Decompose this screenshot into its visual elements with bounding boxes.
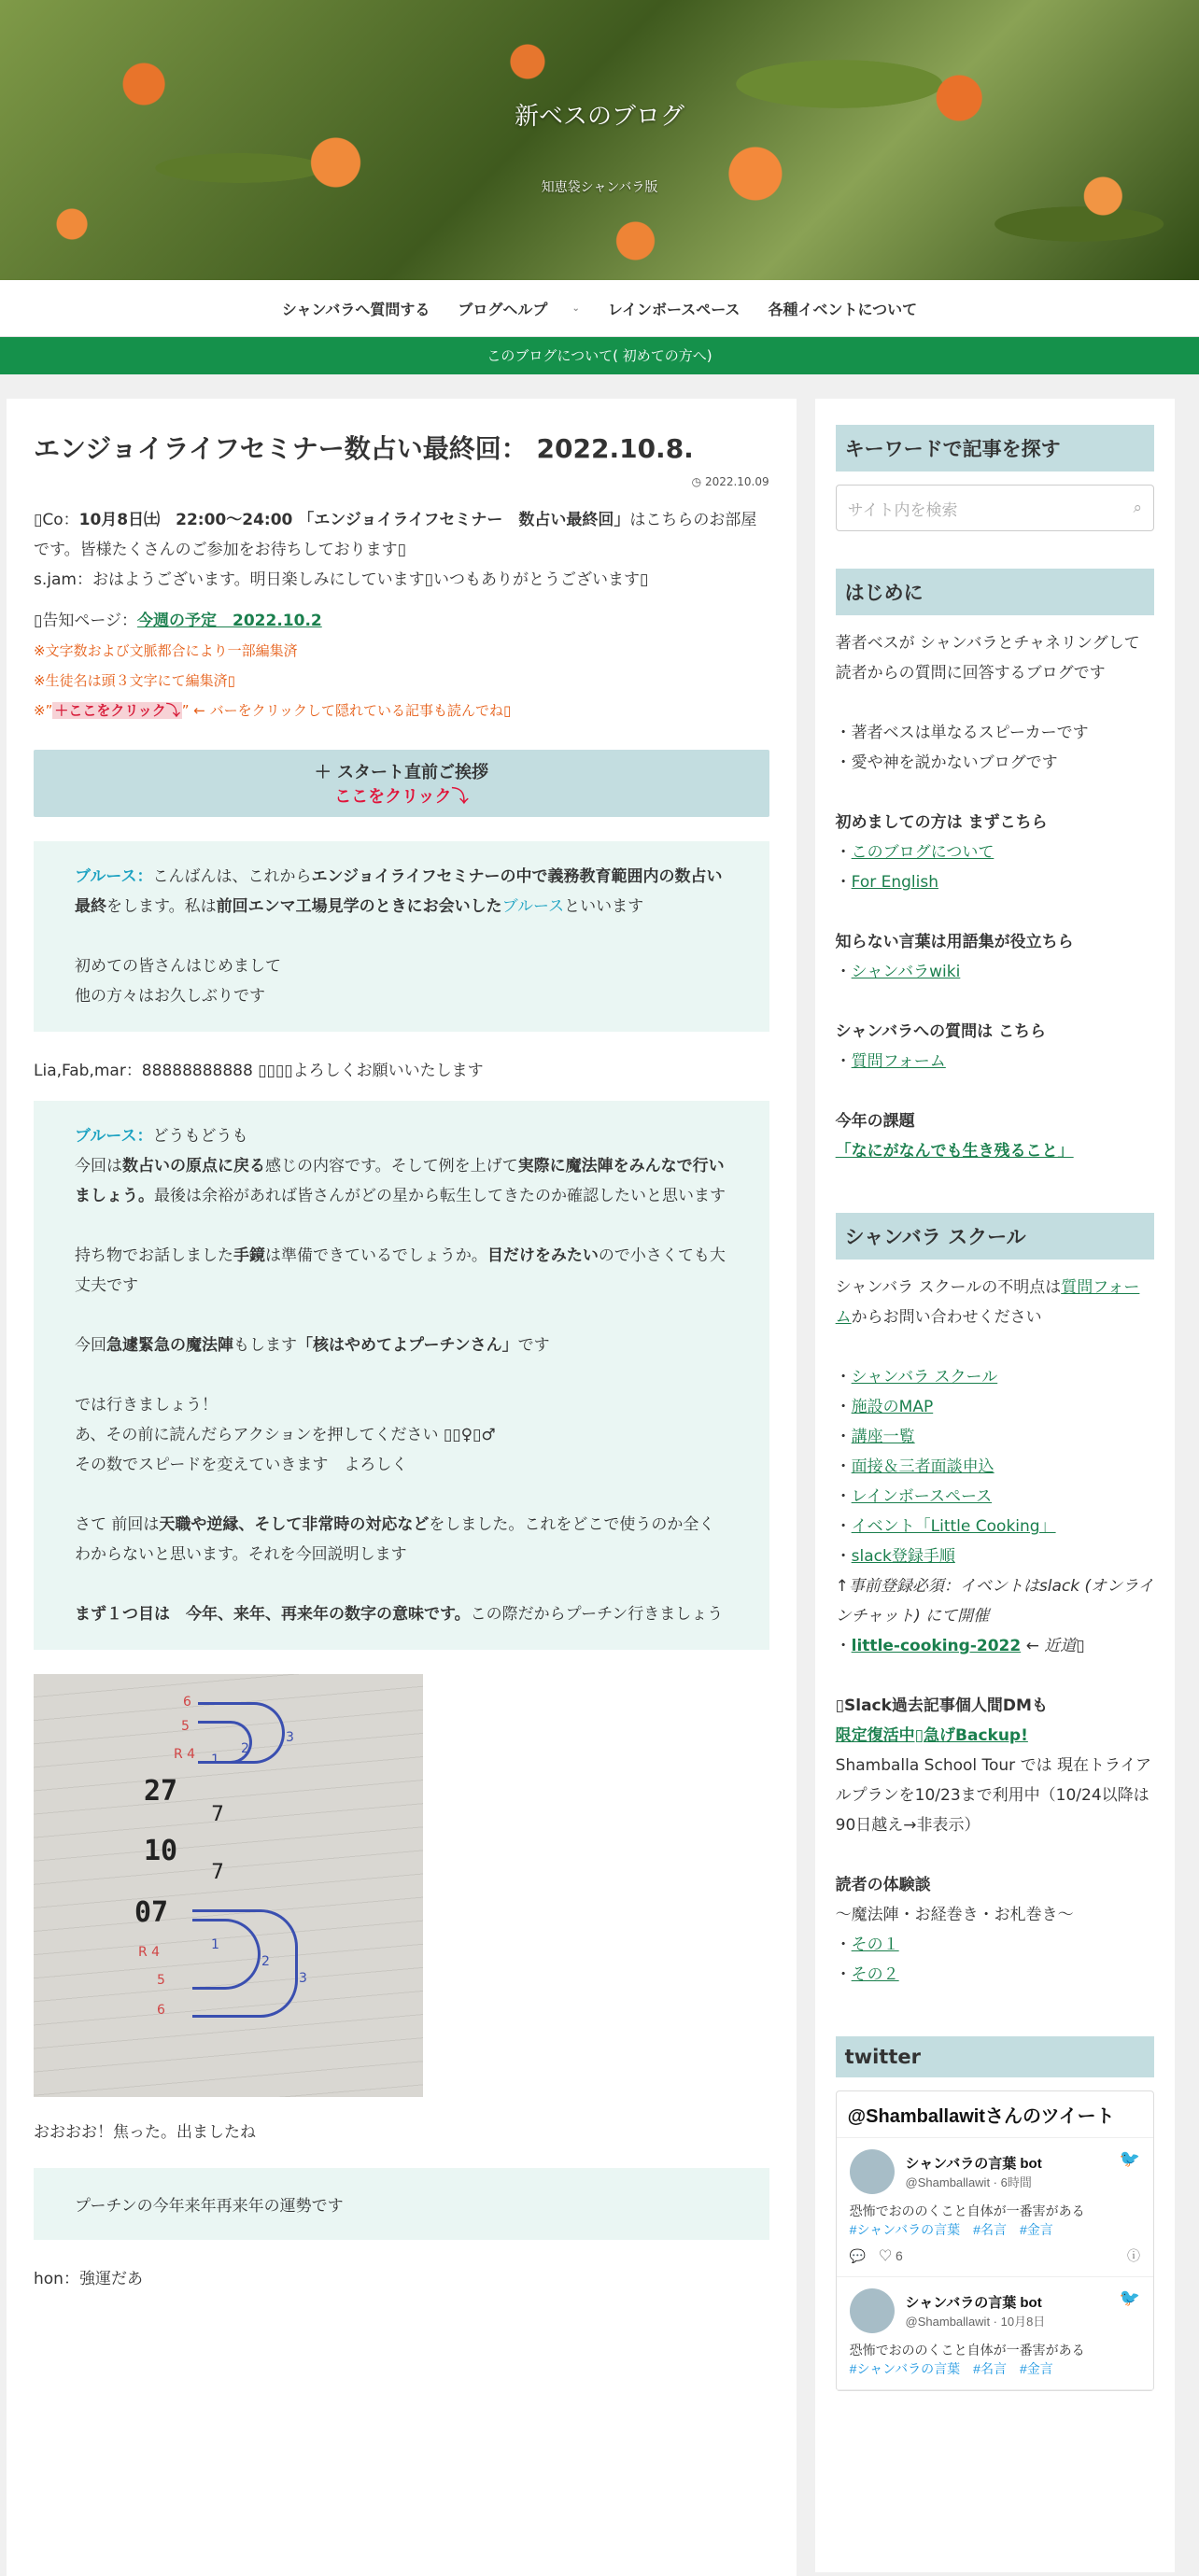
school-link[interactable]: シャンバラ スクール — [851, 1368, 998, 1387]
speaker-label: ブルース： — [75, 867, 153, 886]
about-link[interactable]: このブログについて — [851, 843, 994, 862]
english-link-line: ・For English — [835, 873, 939, 892]
notice-link[interactable]: 今週の予定 2022.10.2 — [137, 612, 322, 630]
school-link-line: ・施設のMAP — [835, 1398, 934, 1416]
interview-link[interactable]: 面接＆三者面談申込 — [851, 1457, 994, 1476]
intro-heading: はじめに — [836, 569, 1154, 615]
photo-mark-a1: 1 — [211, 1753, 219, 1767]
edit-note-1: ※文字数および文脈都合により一部編集済 — [34, 642, 298, 659]
part2-link[interactable]: その２ — [851, 1965, 899, 1984]
box1-t5: ブルース — [501, 897, 565, 916]
box2-c — [75, 1241, 728, 1301]
tour-text: Shamballa School Tour では 現在トライアルプランを10/23まで利用中（10/24以降は90日越え→非表示） — [835, 1756, 1151, 1835]
search-placeholder: サイト内を検索 — [847, 500, 958, 520]
box2-c3: は準備できているでしょうか。 — [265, 1246, 487, 1265]
info-icon[interactable]: ⓘ — [1127, 2248, 1140, 2263]
photo-mark-b2: 7 — [211, 1861, 224, 1884]
dialogue-box-1 — [34, 841, 769, 1032]
blog-subtitle: 知恵袋シャンバラ版 — [541, 180, 658, 195]
school-link-line: ・シャンバラ スクール — [835, 1368, 998, 1387]
question-label: シャンバラへの質問は こちら — [835, 1022, 1047, 1041]
box1-t4: 前回エンマ工場見学のときにお会いした — [216, 897, 502, 916]
post-title: エンジョイライフセミナー数占い最終回： 2022.10.8. — [34, 433, 694, 464]
intro-bullet-1: ・著者ベスは単なるスピーカーです — [835, 724, 1089, 742]
bruce-greeting — [75, 862, 728, 922]
tweet-text: 恐怖でおののくこと自体が一番害がある — [849, 2203, 1085, 2218]
photo-mark-r3: R 4 — [174, 1747, 196, 1762]
box2-e1: では行きましょう！ — [75, 1396, 218, 1415]
nav-item-help[interactable] — [458, 298, 579, 319]
box2-f1: さて 前回は — [75, 1515, 160, 1534]
box2-e2: あ、その前に読んだらアクションを押してください ▯▯♀▯♂ — [75, 1426, 496, 1444]
english-link[interactable]: For English — [851, 873, 939, 892]
courses-link[interactable]: 講座一覧 — [851, 1428, 915, 1446]
box2-d1: 今回 — [75, 1336, 106, 1355]
intro-co — [34, 505, 769, 565]
box2-b4: 実際に魔法陣をみんなで行いましょう。 — [75, 1157, 725, 1205]
click-here-highlight: ＋ここをクリック⤵ — [54, 702, 180, 719]
slack-backup-link[interactable]: 限定復活中▯急げBackup! — [835, 1726, 1028, 1745]
first-label: 初めましての方は まずこちら — [835, 813, 1048, 832]
sidebar — [815, 399, 1175, 2572]
photo-mark-r5: 5 — [157, 1973, 165, 1988]
glossary-label: 知らない言葉は用語集が役立ちら — [835, 933, 1074, 951]
box2-d5: です — [517, 1336, 550, 1355]
lc-suffix: ← 近道▯ — [1021, 1637, 1085, 1655]
tweet-actions — [850, 2246, 1140, 2265]
box2-b3: 感じの内容です。そして例を上げて — [265, 1157, 518, 1175]
tweet-author: シャンバラの言葉 bot — [905, 2156, 1042, 2172]
twitter-heading: twitter — [836, 2036, 1154, 2077]
photo-number-27: 27 — [144, 1775, 178, 1808]
box2-c2: 手鏡 — [233, 1246, 265, 1265]
twitter-timeline — [836, 2090, 1154, 2391]
avatar — [850, 2149, 895, 2194]
box2-d — [75, 1330, 728, 1360]
notice-bar[interactable]: このブログについて( 初めての方へ) — [0, 336, 1199, 374]
slack-link[interactable]: slack登録手順 — [851, 1547, 955, 1566]
notebook-photo — [34, 1674, 423, 2097]
box2-d3: もします — [233, 1336, 297, 1355]
rainbow-link[interactable]: レインボースペース — [851, 1487, 993, 1506]
box2-f2: 天職や逆縁、そして非常時の対応など — [159, 1515, 430, 1534]
box1-t2: エンジョイライフセミナーの中で義務教育範囲内の数占い最終 — [75, 867, 723, 916]
box2-f — [75, 1510, 728, 1570]
nav-item-help-label: ブログヘルプ — [458, 300, 548, 318]
toggle-title: ＋ スタート直前ご挨拶 — [314, 763, 488, 782]
main-article — [7, 399, 797, 2576]
intro-bullet-2: ・愛や神を説かないブログです — [835, 753, 1058, 772]
theme-link[interactable]: 「なにがなんでも生き残ること」 — [835, 1142, 1074, 1161]
wiki-link[interactable]: シャンバラwiki — [851, 963, 961, 981]
theme-link-line — [836, 1136, 1154, 1166]
slack-title: ▯Slack過去記事個人間DMも — [835, 1696, 1048, 1715]
chevron-down-icon: ⌄ — [571, 303, 580, 314]
part1-link[interactable]: その１ — [851, 1936, 899, 1954]
avatar — [850, 2288, 895, 2333]
school-text-a: シャンバラ スクールの不明点は — [835, 1278, 1062, 1297]
nav-item-events[interactable]: 各種イベントについて — [768, 300, 918, 318]
photo-number-10: 10 — [144, 1835, 178, 1867]
photo-mark-r4: R 4 — [138, 1945, 161, 1960]
nav-item-question[interactable]: シャンバラへ質問する — [281, 300, 430, 318]
lia-line: Lia,Fab,mar：88888888888 ▯▯▯▯よろしくお願いいたします — [34, 1062, 484, 1080]
twitter-timeline-title[interactable]: @Shamballawitさんのツイート — [837, 2091, 1153, 2138]
theme-label: 今年の課題 — [835, 1112, 915, 1131]
box2-c1: 持ち物でお話しました — [75, 1246, 233, 1265]
school-link-line: ・イベント「Little Cooking」 — [835, 1517, 1056, 1536]
twitter-bird-icon: 🐦 — [1119, 2149, 1140, 2168]
box2-f3: をしました。これをどこで使うのか全くわからないと思います。それを今回説明します — [75, 1515, 715, 1564]
intro-co-event: 10月8日㈯ 22:00〜24:00 「エンジョイライフセミナー 数占い最終回」 — [78, 511, 630, 529]
speaker-label: ブルース： — [75, 1127, 153, 1146]
tweet-handle: @Shamballawit · 10月8日 — [905, 2315, 1046, 2329]
part2-line: ・その２ — [835, 1965, 899, 1984]
box2-c5: ので小さくても大丈夫です — [75, 1246, 726, 1295]
like-icon[interactable]: ♡ — [879, 2248, 893, 2263]
photo-arc-4 — [192, 1919, 261, 1990]
about-link-line: ・このブログについて — [835, 843, 994, 862]
school-link-line: ・講座一覧 — [835, 1428, 915, 1446]
form-link[interactable]: 質問フォーム — [851, 1052, 946, 1071]
box2-a — [75, 1121, 728, 1151]
box2-g — [75, 1599, 728, 1629]
tweet-handle: @Shamballawit · 6時間 — [905, 2175, 1032, 2189]
school-form-link[interactable]: 質問フォーム — [835, 1278, 1140, 1327]
event-link[interactable]: イベント「Little Cooking」 — [851, 1517, 1056, 1536]
school-link-line: ・レインボースペース — [835, 1487, 993, 1506]
slack-backup-line — [836, 1721, 1154, 1751]
box2-e3: その数でスピードを変えていきます よろしく — [75, 1456, 408, 1474]
main-nav — [0, 280, 1199, 336]
tweet-author: シャンバラの言葉 bot — [905, 2295, 1042, 2311]
reader-label: 読者の体験談 — [835, 1876, 931, 1894]
box1-t6: といいます — [564, 897, 644, 916]
tweet-hashtags[interactable]: #シャンバラの言葉 #名言 #金言 — [849, 2361, 1053, 2376]
box2-b2: 数占いの原点に戻る — [122, 1157, 265, 1175]
intro-co-text: はこちらのお部屋です。皆様たくさんのご参加をお待ちしております▯ — [34, 511, 757, 559]
photo-mark-r1: 6 — [183, 1695, 191, 1710]
photo-number-07: 07 — [134, 1896, 169, 1929]
box1-t1: こんばんは、これから — [152, 867, 312, 886]
dialogue-box-3: プーチンの今年来年再来年の運勢です — [34, 2168, 769, 2240]
school-text-b: からお問い合わせください — [851, 1308, 1042, 1327]
intro-text: 著者ベスが シャンバラとチャネリングして 読者からの質問に回答するブログです — [835, 634, 1140, 683]
notice-prefix: ▯告知ページ： — [34, 612, 138, 630]
box2-g2: この際だからプーチン行きましょう — [470, 1605, 724, 1624]
search-input[interactable] — [836, 485, 1154, 531]
dialogue-box-2 — [34, 1101, 769, 1650]
lc-line: ・little-cooking-2022 ← 近道▯ — [835, 1637, 1085, 1655]
like-count: 6 — [895, 2248, 903, 2263]
photo-mark-r2: 5 — [181, 1719, 190, 1734]
edit-note-3 — [34, 696, 769, 725]
notice-line — [34, 606, 769, 636]
note3-text: ” ← バーをクリックして隠れている記事も読んでね▯ — [181, 702, 512, 719]
photo-mark-c1: 1 — [211, 1937, 219, 1952]
post-date-value: 2022.10.09 — [704, 475, 769, 488]
wiki-link-line: ・シャンバラwiki — [835, 963, 961, 981]
photo-mark-c2: 2 — [261, 1954, 270, 1969]
photo-mark-b1: 7 — [211, 1803, 224, 1826]
school-link-line: ・slack登録手順 — [835, 1547, 955, 1566]
part1-line: ・その１ — [835, 1936, 899, 1954]
search-icon[interactable]: ⌕ — [1133, 499, 1142, 517]
toggle-click-label: ここをクリック⤵ — [334, 787, 469, 807]
box2-g1: まず１つ目は 今年、来年、再来年の数字の意味です。 — [75, 1605, 471, 1624]
school-heading: シャンバラ スクール — [836, 1213, 1154, 1260]
form-link-line: ・質問フォーム — [835, 1052, 946, 1071]
photo-mark-c3: 3 — [299, 1971, 307, 1986]
edit-note-2: ※生徒名は頭３文字にて編集済▯ — [34, 672, 235, 689]
box1-t3: をします。私は — [106, 897, 217, 916]
nav-item-rainbow[interactable]: レインボースペース — [607, 300, 741, 318]
box2-d2: 急遽緊急の魔法陣 — [106, 1336, 233, 1355]
box2-b5: 最後は余裕があれば皆さんがどの星から転生してきたのか確認したいと思います — [154, 1187, 726, 1205]
photo-mark-a3: 3 — [286, 1730, 294, 1745]
map-link[interactable]: 施設のMAP — [851, 1398, 934, 1416]
search-heading: キーワードで記事を探す — [836, 425, 1154, 472]
little-cooking-link[interactable]: little-cooking-2022 — [851, 1637, 1022, 1655]
box2-b1: 今回は — [75, 1157, 122, 1175]
intro-sjam: s.jam：おはようございます。明日楽しみにしています▯いつもありがとうございます▯ — [34, 570, 649, 589]
photo-mark-r6: 6 — [157, 2003, 165, 2018]
twitter-bird-icon: 🐦 — [1119, 2288, 1140, 2307]
tweet-hashtags[interactable]: #シャンバラの言葉 #名言 #金言 — [849, 2222, 1053, 2237]
box2-a1: どうもどうも — [152, 1127, 248, 1146]
photo-mark-a2: 2 — [241, 1741, 249, 1756]
box1-p2b: 他の方々はお久しぶりです — [75, 987, 265, 1006]
box2-c4: 目だけをみたい — [487, 1246, 599, 1265]
reply-icon[interactable]: 💬 — [849, 2248, 867, 2263]
intro-co-prefix: ▯Co： — [34, 511, 79, 529]
start-greeting-toggle[interactable] — [34, 750, 769, 817]
tweet[interactable] — [837, 2138, 1153, 2277]
box2-d4: 「核はやめてよプーチンさん」 — [297, 1336, 518, 1355]
tweet-text: 恐怖でおののくこと自体が一番害がある — [849, 2343, 1085, 2358]
header-hero — [0, 0, 1199, 280]
after-image-line: おおおお！焦った。出ましたね — [34, 2123, 256, 2142]
school-text — [836, 1273, 1154, 1332]
clock-icon: ◷ — [691, 475, 705, 488]
post-date — [34, 475, 769, 488]
hon-line: hon：強運だあ — [34, 2270, 143, 2288]
school-link-line: ・面接＆三者面談申込 — [835, 1457, 994, 1476]
tweet[interactable] — [837, 2277, 1153, 2390]
reader-sub: 〜魔法陣・お経巻き・お札巻き〜 — [835, 1906, 1074, 1924]
prereg-note: ↑事前登録必須：イベントはslack (オンラインチャット) にて開催 — [835, 1577, 1154, 1626]
box1-p2a: 初めての皆さんはじめまして — [75, 957, 281, 976]
blog-title[interactable]: 新ベスのブログ — [514, 103, 684, 131]
box2-b — [75, 1151, 728, 1211]
note3-open: ※” — [34, 702, 53, 719]
